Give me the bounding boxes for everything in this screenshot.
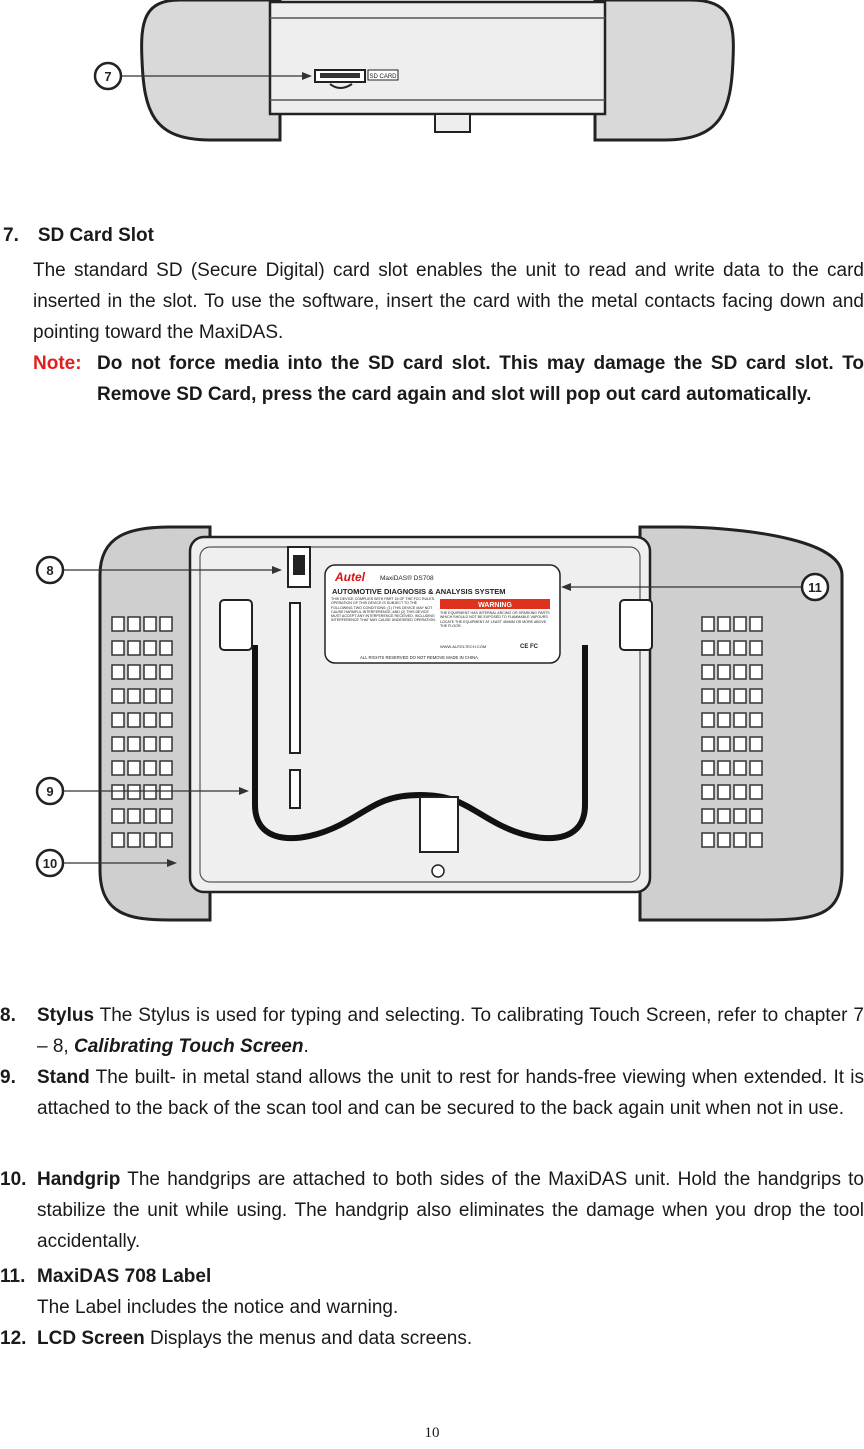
item-lcd-screen — [0, 1323, 864, 1354]
item-stylus — [0, 1000, 864, 1062]
sd-slot-figure — [90, 0, 786, 148]
item-12-text: Displays the menus and data screens. — [144, 1328, 473, 1349]
label-marks: CE FC — [520, 644, 538, 650]
section-7-title: SD Card Slot — [37, 225, 154, 246]
item-12-number: 12. — [0, 1328, 27, 1349]
section-7-number: 7. — [3, 225, 19, 246]
note-text: Do not force media into the SD card slot. This may damage the SD card slot. To Remove SD Card, press the card again and slot will pop out card automatically. — [97, 353, 864, 405]
page-number: 10 — [424, 1425, 440, 1441]
item-8-term: Stylus — [37, 1005, 95, 1026]
item-8-tail: . — [303, 1036, 309, 1057]
callout-9: 9 — [46, 784, 54, 799]
item-9-number: 9. — [0, 1067, 16, 1088]
item-9-text: The built- in metal stand allows the unit to rest for hands-free viewing when extended. It is attached to the back of the scan tool and can be secured to the back again unit when not in use. — [37, 1067, 864, 1119]
item-11-body — [37, 1261, 864, 1323]
callout-8: 8 — [46, 563, 54, 578]
item-9-term: Stand — [37, 1067, 90, 1088]
label-fcc-text: THIS DEVICE COMPLIES WITH PART 15 OF THE FCC RULES. OPERATION OF THIS DEVICE IS SUBJECT TO THE FOLLOWING TWO CONDITIONS: (1) THIS DEVICE MAY NOT CAUSE HARMFUL INTERFERENCE, AND (2) THIS DEVICE MUST ACCEPT ANY INTERFERENCE RECEIVED, INCLUDING INTERFERENCE THAT MAY CAUSE UNDESIRED OPERATION. — [331, 597, 436, 623]
callout-7: 7 — [104, 69, 112, 84]
item-label — [0, 1261, 864, 1323]
item-10-term: Handgrip — [37, 1169, 121, 1190]
item-stand — [0, 1062, 864, 1155]
callout-11: 11 — [808, 580, 822, 595]
back-view-figure — [20, 525, 864, 925]
item-11-number: 11. — [0, 1266, 26, 1287]
item-9-body — [37, 1062, 864, 1124]
sd-slot-label: SD CARD — [369, 74, 397, 80]
item-12-body — [37, 1323, 864, 1354]
label-warning-text: THE EQUIPMENT HAS INTERNAL ARCING OR SPARKING PARTS WHICH SHOULD NOT BE EXPOSED TO FLAMMABLE VAPOURS. LOCATE THE EQUIPMENT AT LEAST 460MM OR MORE ABOVE THE FLOOR. — [440, 611, 550, 628]
section-7-body: The standard SD (Secure Digital) card slot enables the unit to read and write data to the card inserted in the slot. To use the software, insert the card with the metal contacts facing down and pointing toward the MaxiDAS. — [33, 260, 864, 343]
label-warning: WARNING — [478, 602, 512, 609]
label-website: WWW.AUTELTECH.COM — [440, 644, 487, 649]
label-footer: ALL RIGHTS RESERVED DO NOT REMOVE MADE IN CHINA — [360, 655, 478, 660]
item-11-sub: The Label includes the notice and warning. — [37, 1297, 399, 1318]
item-8-ref: Calibrating Touch Screen — [73, 1036, 304, 1057]
item-10-body — [37, 1164, 864, 1257]
label-model: MaxiDAS® DS708 — [380, 575, 434, 582]
section-7-heading — [3, 225, 154, 247]
item-8-body — [37, 1000, 864, 1062]
item-handgrip — [0, 1164, 864, 1257]
item-8-text: The Stylus is used for typing and selecting. To calibrating Touch Screen, refer to chapter 7 – 8, — [37, 1005, 864, 1057]
item-10-number: 10. — [0, 1169, 27, 1190]
label-brand: Autel — [335, 570, 365, 584]
item-11-term: MaxiDAS 708 Label — [37, 1266, 212, 1287]
item-12-term: LCD Screen — [37, 1328, 145, 1349]
item-10-text: The handgrips are attached to both sides of the MaxiDAS unit. Hold the handgrips to stabilize the unit while using. The handgrip also eliminates the damage when you drop the tool accidentally. — [37, 1169, 864, 1252]
callout-10: 10 — [42, 856, 58, 871]
note-label: Note: — [33, 353, 82, 374]
item-8-number: 8. — [0, 1005, 16, 1026]
label-title: AUTOMOTIVE DIAGNOSIS & ANALYSIS SYSTEM — [332, 587, 506, 596]
